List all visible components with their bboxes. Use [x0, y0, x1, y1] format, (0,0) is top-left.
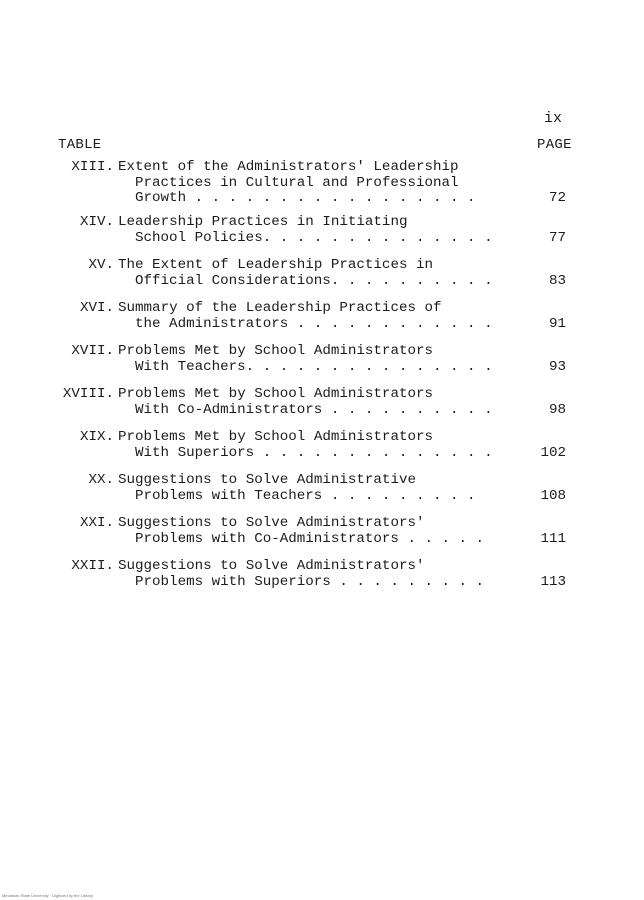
page-ref: 113: [540, 573, 566, 590]
title-line: Problems Met by School Administrators: [118, 386, 434, 402]
table-title: [118, 344, 493, 375]
list-item: [0, 344, 644, 387]
page-ref: 108: [540, 487, 566, 504]
title-line: Problems Met by School Administrators: [118, 343, 434, 359]
title-line: Suggestions to Solve Administrators': [118, 515, 425, 531]
title-line: Growth . . . . . . . . . . . . . . . . .: [135, 190, 476, 206]
page-ref: 83: [548, 272, 566, 289]
title-line: Problems Met by School Administrators: [118, 429, 434, 445]
title-line: Official Considerations. . . . . . . . . .: [135, 272, 493, 289]
table-title: [118, 215, 493, 246]
table-number: XVI.: [79, 300, 114, 316]
list-item: [0, 258, 644, 301]
title-line: Suggestions to Solve Administrative: [118, 472, 416, 488]
table-column-label: TABLE: [58, 137, 102, 153]
list-item: [0, 516, 644, 559]
title-line: Problems with Co-Administrators . . . . .: [135, 530, 485, 547]
list-item: [0, 215, 644, 258]
table-title: [118, 473, 476, 504]
list-item: [0, 301, 644, 344]
list-item: [0, 430, 644, 473]
page-ref: 98: [548, 401, 566, 418]
table-number: XIII.: [71, 159, 114, 175]
page-ref: 72: [548, 190, 566, 206]
title-line: School Policies. . . . . . . . . . . . . .: [135, 229, 493, 246]
page-ref: 91: [548, 315, 566, 332]
table-title: [118, 387, 493, 418]
table-title: [118, 301, 493, 332]
list-item: [0, 160, 644, 215]
page-ref: 102: [540, 444, 566, 461]
title-line: Leadership Practices in Initiating: [118, 214, 408, 230]
table-title: [118, 258, 493, 289]
table-number: XXI.: [79, 515, 114, 531]
table-title: [118, 160, 476, 207]
table-number: XVII.: [71, 343, 114, 359]
table-number: XV.: [88, 257, 114, 273]
title-line: With Teachers. . . . . . . . . . . . . . .: [135, 358, 493, 375]
page-ref: 77: [548, 229, 566, 246]
list-item: [0, 473, 644, 516]
table-number: XXII.: [71, 558, 114, 574]
table-title: [118, 516, 484, 547]
table-title: [118, 430, 493, 461]
list-item: [0, 387, 644, 430]
table-number: XVIII.: [62, 386, 114, 402]
page-ref: 111: [540, 530, 566, 547]
table-number: XIV.: [79, 214, 114, 230]
title-line: With Co-Administrators . . . . . . . . . .: [135, 401, 493, 418]
title-line: Extent of the Administrators' Leadership: [118, 159, 459, 175]
title-line: Problems with Superiors . . . . . . . . .: [135, 573, 485, 590]
title-line: the Administrators . . . . . . . . . . . .: [135, 315, 493, 332]
title-line: Summary of the Leadership Practices of: [118, 300, 442, 316]
list-of-tables: [0, 160, 644, 602]
scan-footer: Mindanao State University · Digitized by the Library: [2, 893, 93, 898]
page-column-label: PAGE: [537, 137, 572, 153]
title-line: With Superiors . . . . . . . . . . . . . .: [135, 444, 493, 461]
title-line: The Extent of Leadership Practices in: [118, 257, 434, 273]
table-title: [118, 559, 484, 590]
table-number: XX.: [88, 472, 114, 488]
title-line: Problems with Teachers . . . . . . . . .: [135, 487, 476, 504]
list-item: [0, 559, 644, 602]
page-number: ix: [544, 110, 563, 127]
table-number: XIX.: [79, 429, 114, 445]
title-line: Suggestions to Solve Administrators': [118, 558, 425, 574]
page-ref: 93: [548, 358, 566, 375]
title-line: Practices in Cultural and Professional: [135, 174, 459, 191]
